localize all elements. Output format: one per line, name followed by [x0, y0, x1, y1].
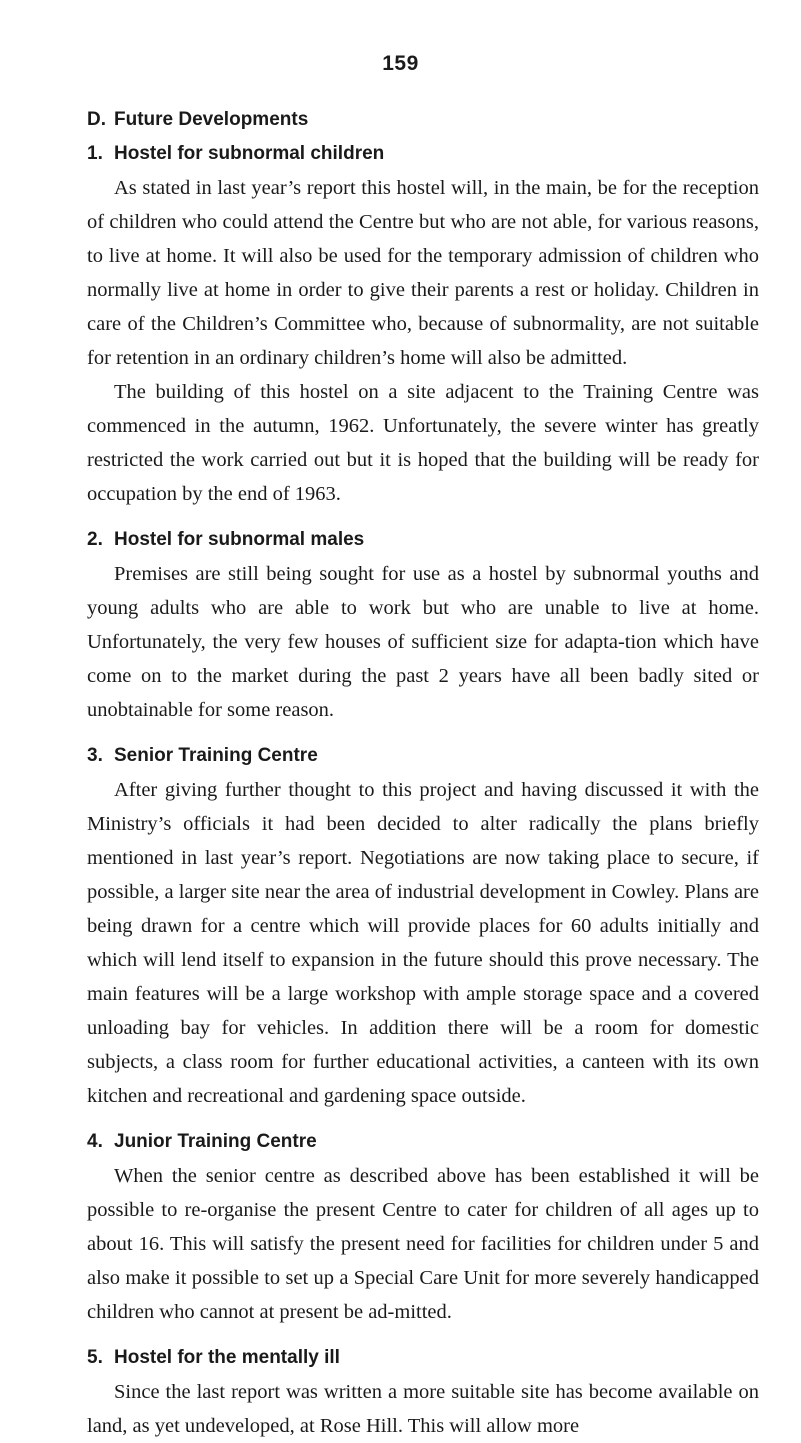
section-heading: [87, 103, 759, 137]
subsection-2-heading: [87, 523, 759, 557]
subsection-4-heading: [87, 1125, 759, 1159]
subsection-5-heading: [87, 1341, 759, 1375]
subsection-number: 5.: [87, 1347, 103, 1368]
subsection-title: Hostel for subnormal males: [114, 529, 365, 550]
subsection-3-heading: [87, 739, 759, 773]
subsection-number: 1.: [87, 143, 103, 164]
paragraph: Premises are still being sought for use as a hostel by subnormal youths and young adults who are able to work but who are unable to live at home. Unfortunately, the very few houses of sufficient size for adapta-tion which have come on to the market during the past 2 years have all been badly sited or unobtainable for some reason.: [87, 563, 759, 721]
page-content: [87, 103, 759, 1443]
subsection-title: Junior Training Centre: [114, 1131, 317, 1152]
paragraph: As stated in last year’s report this hostel will, in the main, be for the reception of children who could attend the Centre but who are not able, for various reasons, to live at home. It will also be used for the temporary admission of children who normally live at home in order to give their parents a rest or holiday. Children in care of the Children’s Committee who, because of subnormality, are not suitable for retention in an ordinary children’s home will also be admitted.: [87, 177, 759, 369]
subsection-title: Hostel for subnormal children: [114, 143, 385, 164]
paragraph: When the senior centre as described above has been established it will be possible to re-organise the present Centre to cater for children of all ages up to about 16. This will satisfy the present need for facilities for children under 5 and also make it possible to set up a Special Care Unit for more severely handicapped children who cannot at present be ad-mitted.: [87, 1165, 759, 1323]
paragraph: Since the last report was written a more suitable site has become available on land, as yet undeveloped, at Rose Hill. This will allow more: [87, 1381, 759, 1437]
subsection-number: 3.: [87, 745, 103, 766]
subsection-1-heading: [87, 137, 759, 171]
paragraph: The building of this hostel on a site adjacent to the Training Centre was commenced in the autumn, 1962. Unfortunately, the severe winter has greatly restricted the work carried out but it is hoped that the building will be ready for occupation by the end of 1963.: [87, 381, 759, 505]
paragraph: After giving further thought to this project and having discussed it with the Ministry’s officials it had been decided to alter radically the plans briefly mentioned in last year’s report. Negotiations are now taking place to secure, if possible, a larger site near the area of industrial development in Cowley. Plans are being drawn for a centre which will provide places for 60 adults initially and which will lend itself to expansion in the future should this prove necessary. The main features will be a large workshop with ample storage space and a covered unloading bay for vehicles. In addition there will be a room for domestic subjects, a class room for further educational activities, a canteen with its own kitchen and recreational and gardening space outside.: [87, 779, 759, 1107]
section-title: Future Developments: [114, 109, 309, 130]
page-number: 159: [382, 52, 419, 75]
section-letter: D.: [87, 109, 106, 130]
subsection-number: 2.: [87, 529, 103, 550]
subsection-title: Senior Training Centre: [114, 745, 318, 766]
subsection-title: Hostel for the mentally ill: [114, 1347, 340, 1368]
subsection-number: 4.: [87, 1131, 103, 1152]
